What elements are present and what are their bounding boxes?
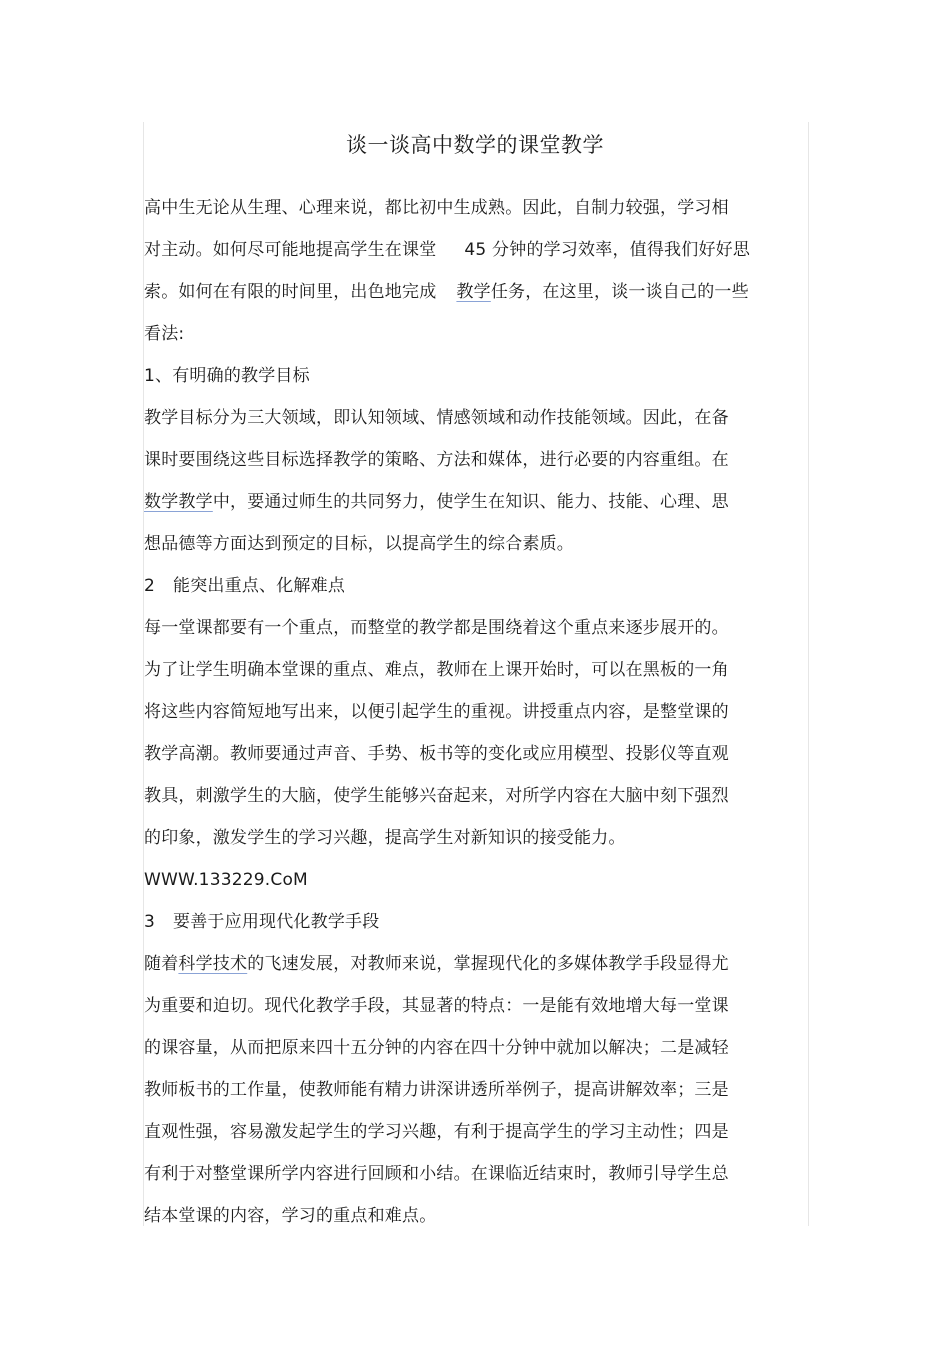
section-3-line-1-text: 随着 — [144, 954, 179, 974]
intro-line-3 — [144, 280, 749, 304]
section-3-line-4: 教师板书的工作量，使教师能有精力讲深讲透所举例子，提高讲解效率；三是 — [144, 1080, 729, 1100]
intro-line-3-text: 索。如何在有限的时间里，出色地完成 — [144, 282, 437, 302]
intro-line-1: 高中生无论从生理、心理来说，都比初中生成熟。因此，自制力较强，学习相 — [144, 198, 729, 218]
section-3-line-2: 为重要和迫切。现代化教学手段，其显著的特点：一是能有效地增大每一堂课 — [144, 996, 729, 1016]
science-technology-link[interactable]: 科学技术 — [178, 954, 248, 974]
section-2-heading — [144, 574, 345, 598]
website-url: WWW.133229.CoM — [144, 870, 308, 890]
document-title: 谈一谈高中数学的课堂教学 — [346, 133, 604, 157]
section-1-line-1: 教学目标分为三大领域，即认知领域、情感领域和动作技能领域。因此，在备 — [144, 408, 729, 428]
intro-line-4: 看法: — [144, 324, 185, 344]
section-2-line-3: 将这些内容简短地写出来，以便引起学生的重视。讲授重点内容，是整堂课的 — [144, 702, 729, 722]
intro-line-2-text: 对主动。如何尽可能地提高学生在课堂 — [144, 240, 437, 260]
section-2-number: 2 — [144, 576, 156, 596]
section-1-heading: 1、有明确的教学目标 — [144, 366, 310, 386]
section-3-line-7: 结本堂课的内容，学习的重点和难点。 — [144, 1206, 437, 1226]
intro-line-2 — [144, 238, 750, 262]
section-3-number: 3 — [144, 912, 156, 932]
section-3-line-3: 的课容量，从而把原来四十五分钟的内容在四十分钟中就加以解决；二是减轻 — [144, 1038, 729, 1058]
section-1-line-2: 课时要围绕这些目标选择教学的策略、方法和媒体，进行必要的内容重组。在 — [144, 450, 729, 470]
section-3-line-1 — [144, 952, 729, 976]
section-2-line-1: 每一堂课都要有一个重点，而整堂的教学都是围绕着这个重点来逐步展开的。 — [144, 618, 729, 638]
intro-line-3-text-b: 任务，在这里，谈一谈自己的一些 — [490, 282, 749, 302]
math-teaching-link[interactable]: 数学教学 — [144, 492, 213, 512]
section-1-line-3 — [144, 490, 729, 514]
section-3-heading — [144, 910, 379, 934]
intro-line-2-text-b: 45 分钟的学习效率，值得我们好好思 — [464, 240, 751, 260]
section-2-line-6: 的印象，激发学生的学习兴趣，提高学生对新知识的接受能力。 — [144, 828, 626, 848]
section-3-heading-text: 要善于应用现代化教学手段 — [173, 912, 380, 932]
section-2-line-4: 教学高潮。教师要通过声音、手势、板书等的变化或应用模型、投影仪等直观 — [144, 744, 729, 764]
section-3-line-5: 直观性强，容易激发起学生的学习兴趣，有利于提高学生的学习主动性；四是 — [144, 1122, 729, 1142]
section-1-line-3-text: 中，要通过师生的共同努力，使学生在知识、能力、技能、心理、思 — [212, 492, 729, 512]
section-2-line-2: 为了让学生明确本堂课的重点、难点，教师在上课开始时，可以在黑板的一角 — [144, 660, 729, 680]
section-1-line-4: 想品德等方面达到预定的目标，以提高学生的综合素质。 — [144, 534, 574, 554]
section-2-line-5: 教具，刺激学生的大脑，使学生能够兴奋起来，对所学内容在大脑中刻下强烈 — [144, 786, 729, 806]
section-3-line-6: 有利于对整堂课所学内容进行回顾和小结。在课临近结束时，教师引导学生总 — [144, 1164, 729, 1184]
section-3-line-1-text-b: 的飞速发展，对教师来说，掌握现代化的多媒体教学手段显得尤 — [247, 954, 729, 974]
teaching-link[interactable]: 教学 — [456, 282, 491, 302]
section-2-heading-text: 能突出重点、化解难点 — [173, 576, 346, 596]
